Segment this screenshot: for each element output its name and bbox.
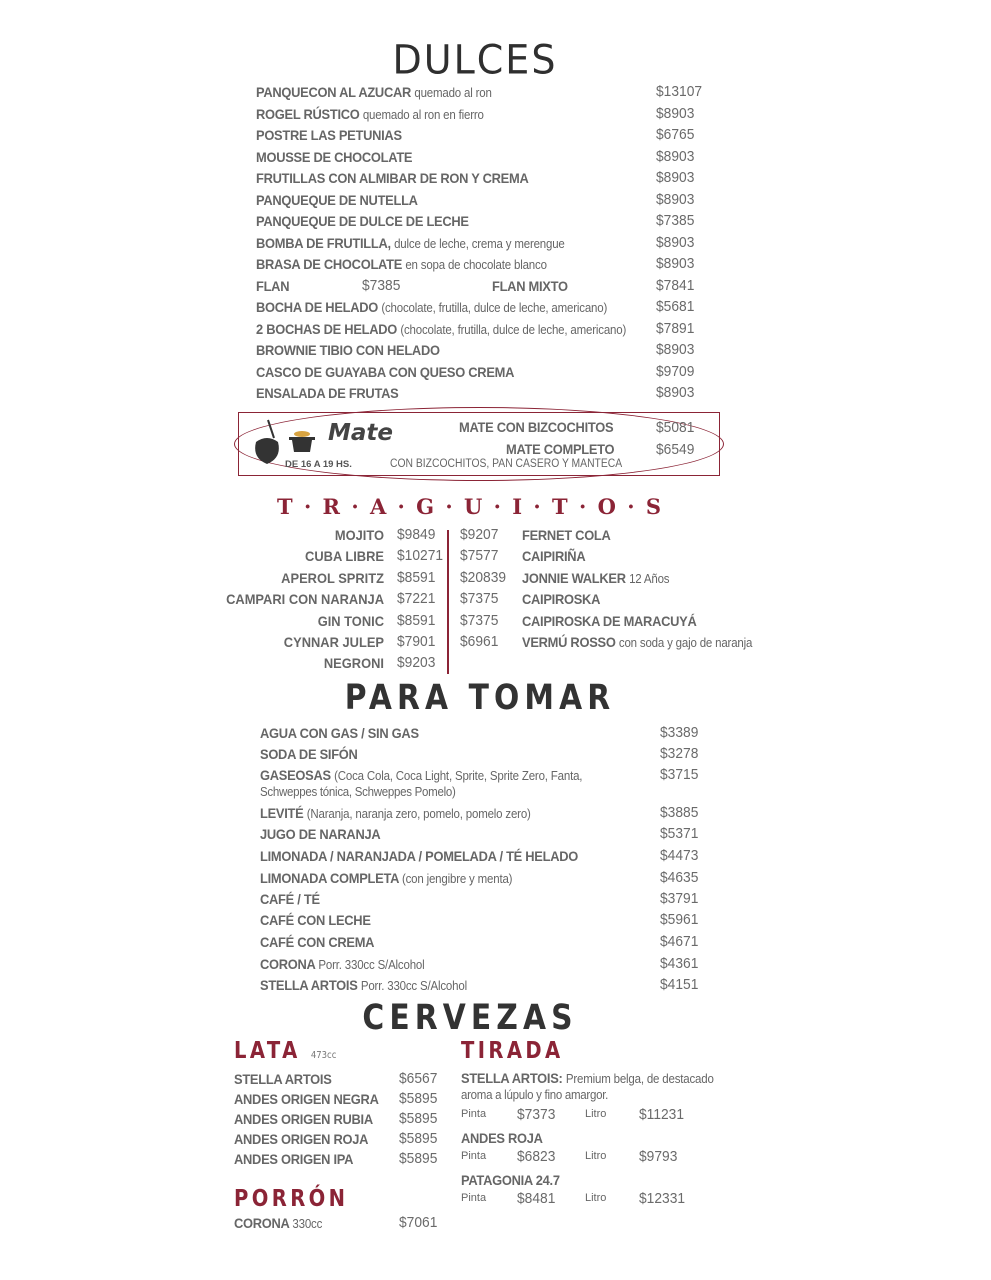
- dulces-item-name: BOMBA DE FRUTILLA,: [256, 234, 391, 251]
- dulces-item: [256, 235, 565, 251]
- dulces-item: [256, 127, 402, 143]
- para-tomar-item-name: JUGO DE NARANJA: [260, 826, 381, 842]
- dulces-item-note: en sopa de chocolate blanco: [405, 258, 547, 272]
- tirada-title: TIRADA: [461, 1038, 564, 1064]
- dulces-item-name: BROWNIE TIBIO CON HELADO: [256, 342, 440, 358]
- traguitos-price: $6961: [460, 633, 499, 650]
- para-tomar-item-note: Porr. 330cc S/Alcohol: [360, 979, 467, 993]
- tirada-pinta-label: Pinta: [461, 1150, 487, 1162]
- para-tomar-item-note2: Schweppes tónica, Schweppes Pomelo): [260, 785, 456, 799]
- dulces-item: [256, 84, 492, 100]
- dulces-item-note: quemado al ron: [414, 86, 492, 100]
- dulces-flan-price: $7385: [362, 276, 401, 294]
- traguitos-item: [522, 634, 752, 650]
- para-tomar-item-note: (Naranja, naranja zero, pomelo, pomelo zero): [306, 807, 531, 821]
- dulces-price: $13107: [656, 83, 703, 100]
- lata-size: 473cc: [310, 1050, 337, 1061]
- dulces-item: [256, 321, 626, 337]
- para-tomar-price: $3278: [660, 745, 699, 762]
- tirada-pinta-price: $6823: [517, 1148, 556, 1165]
- para-tomar-item-note: (Coca Cola, Coca Light, Sprite, Sprite Zero, Fanta,: [334, 769, 583, 783]
- traguitos-item: MOJITO: [334, 527, 384, 543]
- traguitos-item-name: FERNET COLA: [522, 527, 611, 543]
- para-tomar-item-name: CAFÉ CON LECHE: [260, 912, 371, 928]
- traguitos-price: $7375: [460, 590, 499, 608]
- tirada-item: [461, 1172, 560, 1188]
- tirada-pinta-label: Pinta: [461, 1192, 487, 1204]
- dulces-price: $8903: [656, 255, 695, 272]
- dulces-price: $7841: [656, 276, 695, 294]
- dulces-item: [256, 385, 398, 401]
- dulces-item: [256, 192, 418, 208]
- dulces-item: [256, 342, 440, 358]
- porron-item-size: 330cc: [292, 1217, 323, 1231]
- mate-item-2-note: CON BIZCOCHITOS, PAN CASERO Y MANTECA: [390, 458, 623, 470]
- traguitos-divider: [447, 530, 449, 674]
- dulces-item-name: MOUSSE DE CHOCOLATE: [256, 148, 413, 165]
- tirada-litro-price: $9793: [639, 1148, 678, 1165]
- para-tomar-item: [260, 934, 374, 950]
- dulces-item-name: ROGEL RÚSTICO: [256, 105, 360, 122]
- dulces-price: $8903: [656, 341, 695, 358]
- tirada-item-note: Premium belga, de destacado: [565, 1072, 714, 1086]
- dulces-item-note: (chocolate, frutilla, dulce de leche, americano): [381, 301, 608, 315]
- para-tomar-item: [260, 725, 419, 741]
- traguitos-price: $9207: [460, 526, 499, 543]
- mate-hours: DE 16 A 19 HS.: [285, 459, 352, 470]
- traguitos-item-name: VERMÚ ROSSO: [522, 634, 616, 650]
- dulces-item-name: BRASA DE CHOCOLATE: [256, 256, 403, 272]
- lata-item: STELLA ARTOIS: [234, 1071, 332, 1087]
- tirada-litro-label: Litro: [585, 1150, 607, 1162]
- section-title-para-tomar: PARA TOMAR: [344, 678, 616, 718]
- dulces-item: [256, 213, 469, 229]
- dulces-item-note: quemado al ron en fierro: [362, 107, 484, 122]
- para-tomar-item-name: CAFÉ CON CREMA: [260, 934, 375, 950]
- section-title-dulces: DULCES: [392, 36, 558, 84]
- para-tomar-item: [260, 870, 512, 886]
- dulces-price: $8903: [656, 169, 695, 186]
- para-tomar-item-name: LEVITÉ: [260, 805, 304, 821]
- lata-price: $5895: [399, 1130, 438, 1147]
- tirada-pinta-price: $8481: [517, 1190, 556, 1207]
- para-tomar-item: [260, 746, 358, 762]
- traguitos-price: $8591: [397, 611, 436, 629]
- lata-price: $5895: [399, 1090, 438, 1107]
- traguitos-item: [522, 570, 669, 586]
- para-tomar-item-note: (con jengibre y menta): [401, 872, 513, 886]
- dulces-item-name: PANQUEQUE DE DULCE DE LECHE: [256, 213, 469, 229]
- para-tomar-price: $4361: [660, 955, 699, 972]
- porron-item: [234, 1215, 322, 1231]
- lata-title-text: LATA: [234, 1038, 301, 1064]
- tirada-item: [461, 1130, 543, 1146]
- dulces-item: [256, 106, 484, 122]
- lata-item: ANDES ORIGEN ROJA: [234, 1131, 369, 1147]
- porron-price: $7061: [399, 1214, 438, 1231]
- traguitos-price: $9849: [397, 526, 436, 543]
- dulces-price: $8903: [656, 104, 695, 122]
- para-tomar-price: $5961: [660, 911, 699, 928]
- lata-price: $5895: [399, 1150, 438, 1167]
- dulces-item-name: FRUTILLAS CON ALMIBAR DE RON Y CREMA: [256, 170, 529, 186]
- tirada-item-name: PATAGONIA 24.7: [461, 1172, 560, 1188]
- mate-price-1: $5081: [656, 419, 695, 436]
- para-tomar-price: $4473: [660, 847, 699, 864]
- porron-item-name: CORONA: [234, 1215, 290, 1231]
- para-tomar-item-name: GASEOSAS: [260, 767, 331, 783]
- traguitos-price: $8591: [397, 568, 436, 586]
- dulces-flan-mixto: FLAN MIXTO: [492, 277, 568, 294]
- section-title-cervezas: CERVEZAS: [362, 998, 578, 1038]
- lata-item: ANDES ORIGEN NEGRA: [234, 1091, 379, 1107]
- para-tomar-item-note: Porr. 330cc S/Alcohol: [318, 958, 425, 972]
- traguitos-item: GIN TONIC: [317, 612, 384, 629]
- mate-price-2: $6549: [656, 441, 695, 458]
- dulces-item: [256, 149, 412, 165]
- tirada-pinta-price: $7373: [517, 1106, 556, 1123]
- tirada-litro-label: Litro: [585, 1108, 607, 1120]
- tirada-item-note2: aroma a lúpulo y fino amargor.: [461, 1088, 609, 1102]
- para-tomar-item-name: AGUA CON GAS / SIN GAS: [260, 725, 419, 741]
- traguitos-item: APEROL SPRITZ: [281, 569, 384, 586]
- mate-title: Mate: [328, 420, 394, 446]
- dulces-item-name: BOCHA DE HELADO: [256, 299, 379, 315]
- dulces-price: $6765: [656, 126, 695, 143]
- dulces-item-note: dulce de leche, crema y merengue: [394, 236, 565, 251]
- dulces-item-name: PANQUEQUE DE NUTELLA: [256, 191, 418, 208]
- para-tomar-price: $3715: [660, 766, 699, 783]
- dulces-item: [256, 170, 528, 186]
- para-tomar-price: $4635: [660, 869, 699, 886]
- traguitos-item: [522, 591, 600, 607]
- dulces-price: $7385: [656, 212, 695, 229]
- traguitos-price: $20839: [460, 568, 507, 586]
- para-tomar-item-name: SODA DE SIFÓN: [260, 746, 358, 762]
- dulces-price: $8903: [656, 233, 695, 251]
- para-tomar-item: [260, 767, 582, 783]
- porron-title: PORRÓN: [234, 1186, 349, 1212]
- dulces-item-name: CASCO DE GUAYABA CON QUESO CREMA: [256, 363, 515, 380]
- tirada-litro-price: $12331: [639, 1190, 686, 1207]
- traguitos-item: [522, 527, 611, 543]
- dulces-item-note: (chocolate, frutilla, dulce de leche, americano): [400, 322, 627, 337]
- tirada-pinta-label: Pinta: [461, 1108, 487, 1120]
- tirada-item-name: STELLA ARTOIS:: [461, 1070, 563, 1086]
- dulces-price: $8903: [656, 147, 695, 165]
- para-tomar-price: $3389: [660, 724, 699, 741]
- traguitos-item-name: CAIPIRIÑA: [522, 548, 586, 565]
- para-tomar-item: [260, 956, 425, 972]
- para-tomar-item: [260, 977, 467, 993]
- dulces-item-name: ENSALADA DE FRUTAS: [256, 385, 399, 401]
- para-tomar-item-name: STELLA ARTOIS: [260, 977, 358, 993]
- para-tomar-item: [260, 826, 380, 842]
- traguitos-item: CAMPARI CON NARANJA: [226, 591, 384, 608]
- dulces-price: $8903: [656, 190, 695, 208]
- dulces-item: [256, 364, 514, 380]
- para-tomar-price: $3791: [660, 890, 699, 907]
- dulces-item: [256, 278, 289, 294]
- traguitos-item-note: con soda y gajo de naranja: [618, 636, 753, 650]
- dulces-item-name: FLAN: [256, 277, 290, 294]
- traguitos-price: $10271: [397, 547, 444, 565]
- traguitos-item-name: CAIPIROSKA: [522, 591, 601, 608]
- traguitos-item: [522, 548, 585, 564]
- dulces-price: $9709: [656, 362, 695, 380]
- lata-title: [234, 1038, 336, 1064]
- dulces-price: $8903: [656, 384, 695, 401]
- traguitos-item: CUBA LIBRE: [305, 548, 384, 565]
- mate-gourd-icon: [252, 418, 282, 471]
- dulces-item: [256, 256, 547, 272]
- traguitos-price: $9203: [397, 654, 436, 672]
- para-tomar-item-name: LIMONADA COMPLETA: [260, 870, 399, 886]
- para-tomar-item-name: CAFÉ / TÉ: [260, 891, 320, 907]
- traguitos-item: NEGRONI: [323, 655, 384, 672]
- lata-price: $5895: [399, 1110, 438, 1127]
- tirada-litro-label: Litro: [585, 1192, 607, 1204]
- dulces-item-name: POSTRE LAS PETUNIAS: [256, 127, 402, 143]
- traguitos-price: $7577: [460, 547, 499, 565]
- dulces-price: $7891: [656, 319, 695, 337]
- mate-item-2: MATE COMPLETO: [506, 441, 615, 457]
- lata-item: ANDES ORIGEN RUBIA: [234, 1111, 373, 1127]
- dulces-item: [256, 299, 607, 315]
- traguitos-item: CYNNAR JULEP: [283, 634, 384, 650]
- pot-icon: [287, 428, 317, 459]
- mate-item-1: MATE CON BIZCOCHITOS: [459, 419, 614, 435]
- para-tomar-price: $4671: [660, 933, 699, 950]
- traguitos-item-note: 12 Años: [629, 571, 670, 586]
- lata-item: ANDES ORIGEN IPA: [234, 1151, 354, 1167]
- traguitos-price: $7901: [397, 633, 436, 650]
- dulces-price: $5681: [656, 298, 695, 315]
- section-title-traguitos: T · R · A · G · U · I · T · O · S: [277, 494, 663, 519]
- tirada-item: [461, 1070, 714, 1086]
- traguitos-price: $7221: [397, 590, 436, 608]
- para-tomar-price: $3885: [660, 804, 699, 821]
- para-tomar-price: $5371: [660, 825, 699, 842]
- para-tomar-item-name: LIMONADA / NARANJADA / POMELADA / TÉ HELADO: [260, 848, 579, 864]
- traguitos-item-name: JONNIE WALKER: [522, 569, 626, 586]
- para-tomar-item: [260, 912, 371, 928]
- traguitos-item: [522, 613, 696, 629]
- traguitos-item-name: CAIPIROSKA DE MARACUYÁ: [522, 612, 697, 629]
- para-tomar-item-name: CORONA: [260, 956, 316, 972]
- para-tomar-price: $4151: [660, 976, 699, 993]
- lata-price: $6567: [399, 1070, 438, 1087]
- tirada-item-name: ANDES ROJA: [461, 1130, 543, 1146]
- dulces-item-name: 2 BOCHAS DE HELADO: [256, 320, 398, 337]
- para-tomar-item: [260, 891, 320, 907]
- para-tomar-item: [260, 848, 578, 864]
- dulces-item-name: PANQUECON AL AZUCAR: [256, 84, 412, 100]
- traguitos-price: $7375: [460, 611, 499, 629]
- para-tomar-item: [260, 805, 531, 821]
- tirada-litro-price: $11231: [639, 1106, 685, 1123]
